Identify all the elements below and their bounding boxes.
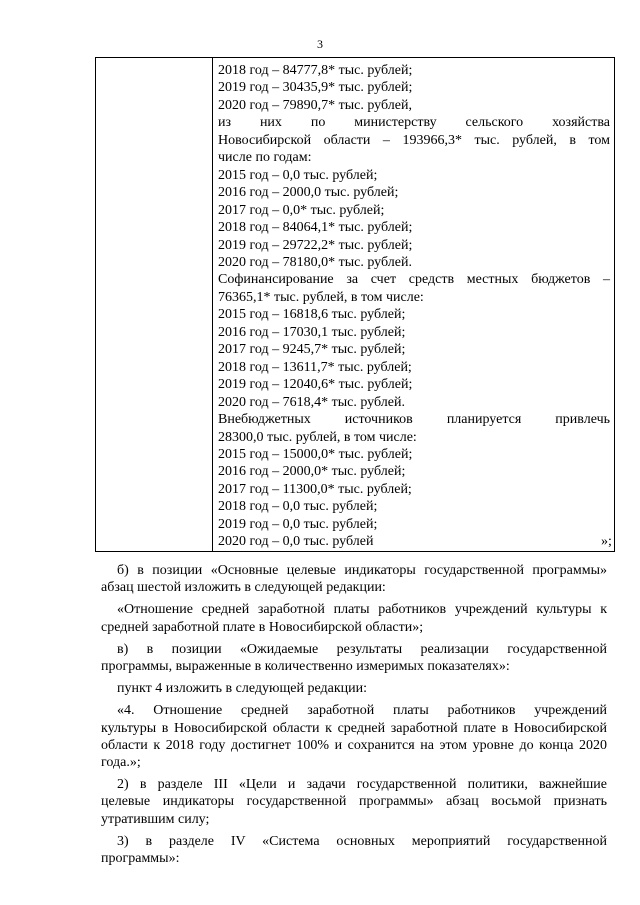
table-line: 2018 год – 0,0 тыс. рублей; (218, 499, 378, 515)
paragraph-line: года.»; (101, 755, 141, 771)
table-line: 2020 год – 79890,7* тыс. рублей, (218, 97, 412, 113)
paragraph-line: целевые индикаторы государственной программы» абзац восьмой признать (101, 794, 607, 810)
paragraph-line: абзац шестой изложить в следующей редакции: (101, 580, 386, 596)
paragraph-3 (101, 833, 607, 867)
table-line: 2015 год – 16818,6 тыс. рублей; (218, 307, 406, 323)
financing-text-cell (213, 58, 615, 552)
paragraph-line: 3) в разделе IV «Система основных мероприятий государственной (117, 833, 607, 849)
table-line: 76365,1* тыс. рублей, в том числе: (218, 289, 424, 305)
document-body (101, 562, 607, 867)
table-line: 2016 год – 2000,0* тыс. рублей; (218, 464, 406, 480)
table-line: 2016 год – 2000,0 тыс. рублей; (218, 185, 399, 201)
table-line: 2019 год – 30435,9* тыс. рублей; (218, 80, 413, 96)
paragraph-quote-4 (101, 702, 607, 771)
paragraph-line: программы»: (101, 851, 180, 867)
table-line: 2020 год – 78180,0* тыс. рублей. (218, 254, 412, 270)
paragraph-b (101, 562, 607, 596)
table-line: 2019 год – 29722,2* тыс. рублей; (218, 237, 413, 253)
paragraph-line: 2) в разделе III «Цели и задачи государственной политики, важнейшие (117, 777, 607, 793)
table-line: 2019 год – 12040,6* тыс. рублей; (218, 377, 413, 393)
table-line: 28300,0 тыс. рублей, в том числе: (218, 429, 417, 445)
table-line: Внебюджетных источников планируется привлечь (218, 412, 610, 428)
table-line: 2017 год – 0,0* тыс. рублей; (218, 202, 385, 218)
paragraph-line: утратившим силу; (101, 811, 210, 827)
paragraph-2 (101, 776, 607, 828)
table-row (96, 58, 615, 552)
table-line: 2019 год – 0,0 тыс. рублей; (218, 516, 378, 532)
table-line: 2018 год – 84064,1* тыс. рублей; (218, 220, 413, 236)
table-closing-quote: »; (601, 534, 612, 549)
paragraph-v (101, 641, 607, 675)
table-empty-cell (96, 58, 213, 552)
paragraph-line: культуры в Новосибирской области к средней заработной плате в Новосибирской (101, 720, 607, 736)
paragraph-line: области к 2018 году достигнет 100% и сохранится на этом уровне до конца 2020 (101, 737, 607, 753)
table-line: 2018 год – 13611,7* тыс. рублей; (218, 359, 412, 375)
paragraph-point-4 (101, 680, 607, 697)
table-line: 2020 год – 7618,4* тыс. рублей. (218, 394, 405, 410)
table-line: 2015 год – 15000,0* тыс. рублей; (218, 446, 413, 462)
table-line: 2018 год – 84777,8* тыс. рублей; (218, 63, 413, 78)
paragraph-quote-culture (101, 601, 607, 635)
table-line: 2020 год – 0,0 тыс. рублей (218, 534, 374, 550)
page-number: 3 (317, 37, 323, 51)
table-line: 2015 год – 0,0 тыс. рублей; (218, 167, 378, 183)
table-line: Новосибирской области – 193966,3* тыс. рублей, в том (218, 132, 610, 148)
table-line: 2017 год – 9245,7* тыс. рублей; (218, 342, 406, 358)
table-line: из них по министерству сельского хозяйства (218, 115, 610, 131)
paragraph-line: пункт 4 изложить в следующей редакции: (117, 681, 367, 697)
paragraph-line: средней заработной плате в Новосибирской области»; (101, 619, 424, 635)
table-line: 2016 год – 17030,1 тыс. рублей; (218, 324, 406, 340)
table-line: числе по годам: (218, 150, 312, 166)
paragraph-line: «4. Отношение средней заработной платы работников учреждений (117, 703, 607, 719)
paragraph-line: в) в позиции «Ожидаемые результаты реализации государственной (117, 641, 607, 657)
paragraph-line: программы, выраженные в количественно измеримых показателях»: (101, 659, 510, 675)
financing-table (95, 57, 615, 552)
table-line: Софинансирование за счет средств местных бюджетов – (218, 272, 610, 288)
paragraph-line: б) в позиции «Основные целевые индикаторы государственной программы» (117, 563, 607, 578)
paragraph-line: «Отношение средней заработной платы работников учреждений культуры к (117, 602, 607, 618)
table-line: 2017 год – 11300,0* тыс. рублей; (218, 481, 412, 497)
